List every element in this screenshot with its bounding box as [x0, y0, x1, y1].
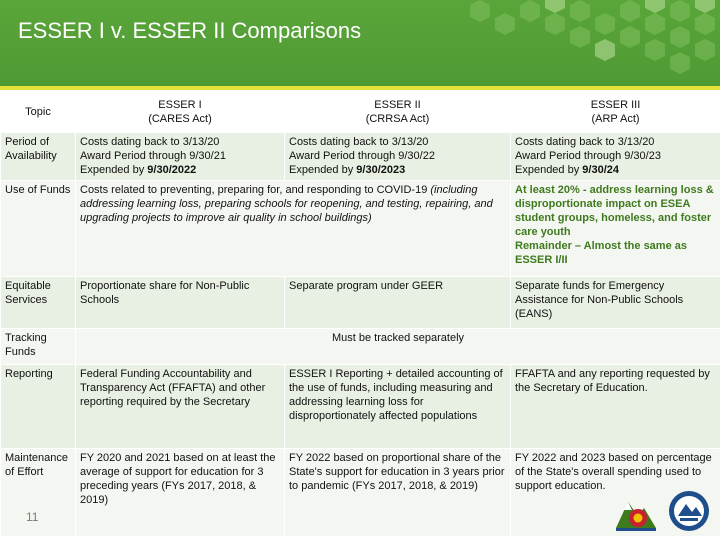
- row-topic: Equitable Services: [1, 277, 76, 329]
- title-banner: [0, 0, 720, 86]
- table-row-tracking-funds: [1, 329, 720, 365]
- row-topic: Period of Availability: [1, 133, 76, 181]
- comparison-table: [0, 90, 720, 537]
- department-seal-logo: [664, 488, 714, 534]
- cell-esser-1-2: Costs related to preventing, preparing for, and responding to COVID-19 (including addressing learning loss, preparing schools for reopening, and testing, repairing, and upgrading projects to improve air quality in school buildings): [76, 181, 511, 277]
- row-topic: Reporting: [1, 365, 76, 449]
- cell-esser-3: FFAFTA and any reporting requested by the Secretary of Education.: [511, 365, 720, 449]
- cell-esser-2: ESSER I Reporting + detailed accounting of the use of funds, including measuring and addressing learning loss for disproportionately affected populations: [285, 365, 511, 449]
- table-row-equitable-services: [1, 277, 720, 329]
- cell-esser-1: FY 2020 and 2021 based on at least the average of support for education for 3 preceding years (FYs 2017, 2018, & 2019): [76, 449, 285, 537]
- header-topic: Topic: [1, 91, 76, 133]
- row-topic: Use of Funds: [1, 181, 76, 277]
- cell-esser-1: Federal Funding Accountability and Transparency Act (FFAFTA) and other reporting required by the Secretary: [76, 365, 285, 449]
- hexagon-pattern-decoration: [300, 0, 720, 86]
- header-esser-1: ESSER I (CARES Act): [76, 91, 285, 133]
- table-row-reporting: [1, 365, 720, 449]
- cell-esser-2: FY 2022 based on proportional share of the State's support for education in 3 years prior to pandemic (FYs 2017, 2018, & 2019): [285, 449, 511, 537]
- header-esser-2: ESSER II (CRRSA Act): [285, 91, 511, 133]
- header-esser-3: ESSER III (ARP Act): [511, 91, 720, 133]
- cell-esser-3: FY 2022 and 2023 based on percentage of the State's overall spending used to support education.: [511, 449, 720, 537]
- cell-esser-3: Separate funds for Emergency Assistance for Non-Public Schools (EANS): [511, 277, 720, 329]
- cell-esser-2: Separate program under GEER: [285, 277, 511, 329]
- row-topic: Tracking Funds: [1, 329, 76, 365]
- table-row-period: [1, 133, 720, 181]
- page-number: 11: [26, 510, 39, 524]
- row-topic: Maintenance of Effort: [1, 449, 76, 537]
- cell-esser-1: Proportionate share for Non-Public Schools: [76, 277, 285, 329]
- slide-title: ESSER I v. ESSER II Comparisons: [18, 18, 362, 43]
- cell-esser-2: Costs dating back to 3/13/20 Award Period through 9/30/22 Expended by 9/30/2023: [285, 133, 511, 181]
- colorado-flag-logo: [612, 488, 660, 534]
- cell-all-esser: Must be tracked separately: [76, 329, 720, 365]
- table-row-use-of-funds: [1, 181, 720, 277]
- cell-esser-3: Costs dating back to 3/13/20 Award Period through 9/30/23 Expended by 9/30/24: [511, 133, 720, 181]
- header-row: [1, 91, 720, 133]
- cell-esser-1: Costs dating back to 3/13/20 Award Period through 9/30/21 Expended by 9/30/2022: [76, 133, 285, 181]
- cell-esser-3: At least 20% - address learning loss & disproportionate impact on ESEA student groups, homeless, and foster care youth Remainder – Almost the same as ESSER I/II: [511, 181, 720, 277]
